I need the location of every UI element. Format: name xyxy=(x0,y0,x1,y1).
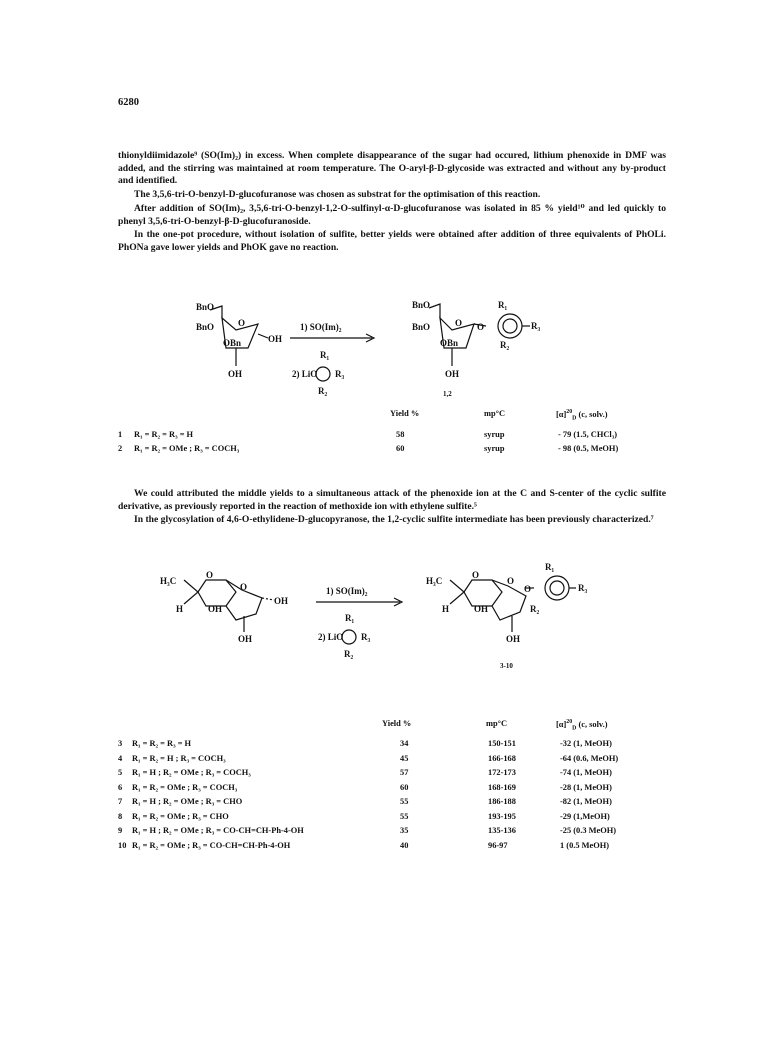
row-substituents: R₁ = R₂ = OMe ; R₃ = CHO xyxy=(132,811,229,821)
paragraph-4: In the one-pot procedure, without isolation of sulfite, better yields were obtained after addition of three equivalents of PhOLi. PhONa gave lower yields and PhOK gave no reaction. xyxy=(118,229,666,253)
scheme2-header-yield: Yield % xyxy=(382,719,412,728)
scheme2-right-c2-oh: OH xyxy=(506,634,521,644)
scheme2-left-dioxane-ring xyxy=(198,580,236,606)
paragraph-6: In the glycosylation of 4,6-O-ethylidene-D-glucopyranose, the 1,2-cyclic sulfite intermediate has been previously characterized.⁷ xyxy=(134,514,654,525)
row-rotation: -29 (1,MeOH) xyxy=(560,811,610,821)
row-yield: 45 xyxy=(400,753,409,763)
row-id: 8 xyxy=(118,811,123,821)
row-yield: 57 xyxy=(400,768,409,777)
row-id: 2 xyxy=(118,444,123,453)
row-id: 1 xyxy=(118,430,123,439)
scheme2-compound-label: 3-10 xyxy=(500,662,513,670)
row-mp: 186-188 xyxy=(488,797,516,806)
row-mp: 168-169 xyxy=(488,782,516,792)
scheme2-header-alpha-sup: 20 xyxy=(566,719,573,725)
scheme1-product-r1: R₁ xyxy=(498,300,508,310)
scheme2-reagent-ring xyxy=(342,630,356,644)
scheme2-left-ring-o2: O xyxy=(240,582,248,592)
row-yield: 60 xyxy=(400,782,409,792)
scheme2-left-ring-o1: O xyxy=(206,570,214,580)
scheme2-aryl-ring-inner xyxy=(550,581,564,595)
scheme1-right-glycosidic-o: O xyxy=(477,322,485,332)
scheme1-left-bno: BnO xyxy=(196,322,215,332)
scheme2-left-h3c: H₃C xyxy=(160,576,177,586)
row-rotation: -82 (1, MeOH) xyxy=(560,797,612,806)
scheme1-left-oh: OH xyxy=(268,334,283,344)
scheme1-step2: 2) LiO xyxy=(292,369,318,379)
row-substituents: R₁ = R₂ = OMe ; R₃ = CO-CH=CH-Ph-4-OH xyxy=(132,840,291,850)
scheme2-product-r3: R₃ xyxy=(578,583,588,593)
scheme1-right-ring-o: O xyxy=(455,318,463,328)
row-mp: 96-97 xyxy=(488,840,508,850)
row-mp: 193-195 xyxy=(488,811,516,821)
scheme2-reagent-r1: R₁ xyxy=(345,613,355,623)
paragraph-1: thionyldiimidazole⁹ (SO(Im)₂) in excess. When complete disappearance of the sugar had occured, lithium phenoxide in DMF was added, and the stirring was maintained at room temperature. The O-aryl-β-D-glycoside was extracted and without any by-product and identified. xyxy=(118,150,666,187)
row-substituents: R₁ = H ; R₂ = OMe ; R₃ = CHO xyxy=(132,797,243,806)
row-rotation: 1 (0.5 MeOH) xyxy=(560,840,610,850)
row-substituents: R₁ = R₂ = H ; R₃ = COCH₃ xyxy=(132,753,226,763)
scheme2-right-dioxane-ring xyxy=(464,580,502,606)
scheme1-product-r3: R₃ xyxy=(531,321,541,331)
row-substituents: R₁ = R₂ = OMe ; R₃ = COCH₃ xyxy=(134,444,240,453)
row-substituents: R₁ = R₂ = R₃ = H xyxy=(134,430,194,439)
scheme2-header-mp: mp°C xyxy=(486,719,508,728)
scheme2-right-ring-o1: O xyxy=(472,570,480,580)
row-yield: 40 xyxy=(400,840,409,850)
row-rotation: -64 (0.6, MeOH) xyxy=(560,753,619,763)
scheme1-reagent-r3: R₃ xyxy=(335,369,345,379)
scheme2-product-r2: R₂ xyxy=(530,604,540,614)
scheme1-right-obn: OBn xyxy=(440,338,459,348)
row-yield: 55 xyxy=(400,797,409,806)
scheme2-aryl-ring xyxy=(545,576,569,600)
scheme2-right-h: H xyxy=(442,604,450,614)
row-mp: 172-173 xyxy=(488,768,516,777)
scheme1-right-bno-top: BnO xyxy=(412,300,431,310)
scheme1-header-alpha-sub: D xyxy=(572,415,577,422)
row-yield: 34 xyxy=(400,739,409,748)
row-yield: 35 xyxy=(400,826,409,835)
row-mp: syrup xyxy=(484,430,505,439)
row-substituents: R₁ = H ; R₂ = OMe ; R₃ = CO-CH=CH-Ph-4-OH xyxy=(132,826,304,835)
paragraph-3: After addition of SO(Im)₂, 3,5,6-tri-O-benzyl-1,2-O-sulfinyl-α-D-glucofuranose was isolated in 85 % yield¹⁰ and led quickly to phenyl 3,5,6-tri-O-benzyl-β-D-glucofuranoside. xyxy=(118,203,666,227)
scheme1-reagent-r1: R₁ xyxy=(320,350,330,360)
row-rotation: -74 (1, MeOH) xyxy=(560,768,612,777)
page-number: 6280 xyxy=(118,97,139,108)
scheme2-header-solv: (c, solv.) xyxy=(578,719,608,729)
scheme2-header-alpha: $[\alpha]^{20}_D$ (c, solv.) xyxy=(556,719,608,732)
scheme1-compound-label: 1,2 xyxy=(443,390,452,398)
scheme2-left-oh: OH xyxy=(274,596,289,606)
scheme1-right-bno: BnO xyxy=(412,322,431,332)
scheme1-header-alpha: $[\alpha]^{20}_D$ (c, solv.) xyxy=(556,409,608,422)
scheme1-header-solv: (c, solv.) xyxy=(578,409,608,419)
scheme1-reagent-r2: R₂ xyxy=(318,386,328,396)
scheme2-right-glycosidic-o: O xyxy=(524,584,532,594)
scheme2-left-c2-oh: OH xyxy=(238,634,253,644)
scheme2-left-acetal xyxy=(184,580,198,604)
scheme1-left-bno-top: BnO xyxy=(196,302,215,312)
row-yield: 60 xyxy=(396,444,405,453)
scheme1-header-mp: mp°C xyxy=(484,409,506,418)
row-id: 3 xyxy=(118,739,123,748)
row-substituents: R₁ = R₂ = R₃ = H xyxy=(132,739,192,748)
row-substituents: R₁ = H ; R₂ = OMe ; R₃ = COCH₃ xyxy=(132,768,251,777)
row-id: 4 xyxy=(118,753,123,763)
scheme1-right-c3-oh: OH xyxy=(445,369,460,379)
row-mp: 135-136 xyxy=(488,826,516,835)
row-id: 10 xyxy=(118,840,127,850)
scheme1-product-r2: R₂ xyxy=(500,340,510,350)
scheme1-left-obn: OBn xyxy=(223,338,242,348)
row-mp: syrup xyxy=(484,444,505,453)
scheme2-right-h3c: H₃C xyxy=(426,576,443,586)
scheme2-right-acetal xyxy=(450,580,464,604)
row-mp: 166-168 xyxy=(488,753,516,763)
row-rotation: -28 (1, MeOH) xyxy=(560,782,612,792)
row-id: 7 xyxy=(118,797,123,806)
row-id: 5 xyxy=(118,768,123,777)
row-rotation: -25 (0.3 MeOH) xyxy=(560,826,617,835)
scheme2-step1: 1) SO(Im)₂ xyxy=(326,586,368,596)
scheme2-right-oh-inner: OH xyxy=(474,604,489,614)
scheme1-header-alpha-sup: 20 xyxy=(566,409,573,415)
scheme2-left-oh-bond xyxy=(262,598,274,600)
scheme1-left-c3-oh: OH xyxy=(228,369,243,379)
scheme1-left-ring-o: O xyxy=(238,318,246,328)
paragraph-2: The 3,5,6-tri-O-benzyl-D-glucofuranose was chosen as substrat for the optimisation of this reaction. xyxy=(134,189,541,200)
scheme2-reagent-r3: R₃ xyxy=(361,632,371,642)
scheme1-header-yield: Yield % xyxy=(390,409,420,418)
scheme1-step1: 1) SO(Im)₂ xyxy=(300,322,342,332)
paragraph-5: We could attributed the middle yields to a simultaneous attack of the phenoxide ion at the C and S-center of the cyclic sulfite derivative, as previously reported in the reaction of methoxide ion with ethylene sulfite.⁵ xyxy=(118,488,666,512)
row-yield: 55 xyxy=(400,811,409,821)
scheme2-header-alpha-sub: D xyxy=(572,725,577,732)
scheme2-left-oh-inner: OH xyxy=(208,604,223,614)
scheme2-table xyxy=(118,739,678,859)
row-rotation: - 79 (1.5, CHCl₃) xyxy=(558,430,618,439)
row-id: 6 xyxy=(118,782,123,792)
scheme2-left-h: H xyxy=(176,604,184,614)
scheme2-right-ring-o2: O xyxy=(507,576,515,586)
row-id: 9 xyxy=(118,826,123,835)
scheme2-step2: 2) LiO xyxy=(318,632,344,642)
row-mp: 150-151 xyxy=(488,739,516,748)
scheme2-reagent-r2: R₂ xyxy=(344,649,354,659)
row-substituents: R₁ = R₂ = OMe ; R₃ = COCH₃ xyxy=(132,782,238,792)
row-rotation: - 98 (0.5, MeOH) xyxy=(558,444,619,453)
scheme2-product-r1: R₁ xyxy=(545,562,555,572)
row-rotation: -32 (1, MeOH) xyxy=(560,739,612,748)
row-yield: 58 xyxy=(396,430,405,439)
